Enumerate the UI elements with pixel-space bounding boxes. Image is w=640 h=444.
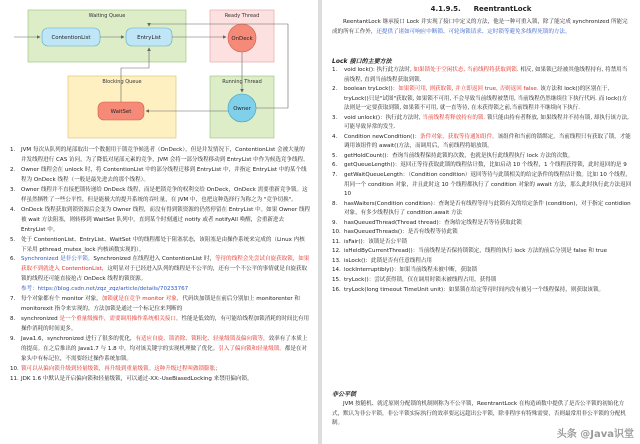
text-run: Owner 线程并不直接把锁传递给 OnDeck 线程，而是把锁竞争的权利交给 OnDeck，OnDeck 需要重新竞争锁。这样虽然牺牲了一些公平性，但是能极大的提升系统的吞吐量，在 JVM 中，也把这种选择行为称之为 "竞争切换"。	[21, 186, 308, 203]
list-item	[10, 255, 310, 285]
list-item	[332, 238, 632, 248]
list-item	[332, 219, 632, 229]
text-run: tryLock(long timeout TimeUnit unit)：如果锁在给定等待时间内没有被另一个线程保持，则获取该锁。	[344, 286, 605, 293]
text-run: isFair()：该锁是否公平锁	[344, 238, 408, 245]
text-run: 加锁就是在竞争 monitor 对象，	[101, 296, 183, 303]
text-run: getQueueLength()：返回正等待获取此锁的线程估计数，比如启动 10 个线程，1 个线程获得锁，此时返回的是 9	[344, 162, 627, 169]
ready-thread-label: Ready Thread	[224, 13, 260, 19]
text-run: 处于 ContentionList、EntryList、WaitSet 中的线程都处于阻塞状态，该阻塞是由操作系统来完成的（Linux 内核下采用 pthread_mutex_lock 内核函数实现的）。	[21, 236, 305, 253]
text-run: 参考：https://blog.csdn.net/zqz_zqz/article/details/70233767	[21, 286, 189, 293]
list-item	[332, 152, 632, 162]
list-item	[332, 114, 632, 133]
list-item-text	[21, 365, 310, 375]
list-item-number: 7.	[10, 296, 16, 303]
lock-methods-heading: Lock 接口的主要方法	[332, 58, 392, 65]
unfair-lock-heading: 非公平锁	[332, 391, 357, 398]
list-item	[10, 146, 310, 166]
list-item-text	[344, 238, 632, 248]
list-item-number: 2.	[332, 86, 338, 93]
list-item-number: 6.	[10, 256, 16, 263]
list-item-text	[21, 335, 310, 365]
list-item	[10, 285, 310, 295]
list-item-number: 1.	[10, 147, 16, 153]
text-run: isLock()：此锁是否有任意线程占用	[344, 257, 432, 264]
right-page	[322, 0, 640, 444]
list-item	[10, 335, 310, 365]
list-item-number: 1.	[332, 67, 338, 73]
list-item-text	[21, 295, 310, 315]
list-item-text	[344, 219, 632, 229]
list-item-text	[21, 146, 310, 166]
unfair-lock-paragraph: JVM 按随机、就近原则分配锁的机制则称为不公平锁，ReentrantLock 在构造函数中提供了是否公平锁的初始化方式，默认为非公平锁。非公平锁实际执行的效率要远远超出公平锁，除非程序有特殊需要，否则最常用非公平锁的分配机制。	[332, 401, 626, 427]
text-run: 当前线程将释放持有的锁.	[422, 114, 486, 121]
intro-paragraph	[332, 18, 632, 37]
list-item-number: 15.	[332, 277, 341, 284]
list-item-number: 9.	[332, 219, 338, 226]
list-item-number: 2.	[10, 166, 16, 173]
list-item	[332, 161, 632, 171]
list-item	[332, 66, 632, 85]
text-run: getHoldCount()：查询当前线程保持此锁的次数，也就是执行此线程执行 lock 方法的次数。	[344, 152, 574, 159]
text-run: void lock(): 执行此方法时,	[344, 67, 414, 73]
list-item-text	[344, 133, 632, 152]
text-run: 如果锁处于空闲状态, 当前线程将获取到锁.	[413, 67, 519, 73]
owner-label: Owner	[233, 106, 251, 112]
text-run: 条件对象，获取等待通知组件。	[420, 133, 498, 140]
list-item-text	[21, 315, 310, 335]
section-number: 4.1.9.5.	[430, 5, 461, 13]
list-item-number: 14.	[332, 267, 341, 274]
list-item-number: 3.	[10, 186, 16, 193]
list-item-number: 12.	[332, 248, 341, 255]
list-item-number: 11.	[332, 238, 341, 245]
text-run: JDK 1.6 中默认是开启偏向锁和轻量级锁，可以通过-XX:-UseBiasedLocking 来禁用偏向锁。	[21, 375, 253, 382]
text-run: 每个对象都有个 monitor 对象，	[21, 296, 102, 303]
text-run: Java1.6，synchronized 进行了很多的优化，	[21, 336, 136, 343]
text-run: isHeldByCurrentThread()：当前线程是否保持锁锁定，线程的执行 lock 方法的前后分别是 false 和 true	[344, 248, 608, 255]
contention-list-label: ContentionList	[51, 35, 91, 41]
list-item-number: 4.	[332, 133, 338, 140]
text-run: OnDeck 线程获取到锁资源后会变为 Owner 线程，而没有得到锁资源的仍然停留在 EntryList 中。如果 Owner 线程被 wait 方法阻塞，则转移到 WaitSet 队列中，直到某个时刻通过 notify 或者 notifyAll 唤醒，会重新进去 EntryList 中。	[21, 206, 310, 233]
synchronized-notes-list	[10, 146, 310, 385]
list-item	[10, 186, 310, 206]
lock-queue-diagram	[8, 4, 308, 142]
list-item	[10, 295, 310, 315]
text-run: 是一个重量级操作，需要调用操作系统相关接口，	[59, 316, 182, 323]
list-item-number: 7.	[332, 172, 338, 179]
text-run: 等待的线程会先尝试自旋获取锁，如果获取不到就进入 ContentionList，	[21, 256, 310, 273]
list-item-text	[344, 266, 632, 276]
text-run: 还提供了诸如可响应中断锁、可轮询锁请求、定时锁等避免多线程死锁的方法。	[376, 28, 571, 35]
text-run: Synchronized 是非公平锁。	[21, 256, 94, 263]
list-item-text	[344, 161, 632, 171]
list-item-number: 5.	[10, 236, 16, 243]
list-item-text	[344, 200, 632, 219]
lock-methods-list	[332, 66, 632, 295]
list-item-text	[21, 206, 310, 236]
text-run: lockInterruptibly()：如果当前线程未被中断，获取锁	[344, 267, 478, 274]
ondeck-label: OnDeck	[231, 36, 253, 42]
text-run: 有适应自旋、锁消除、锁粗化、轻量级锁及偏向锁等，	[135, 336, 269, 343]
text-run: 这明显对于已经进入队列的线程是不公平的，还有一个不公平的事情就是自旋获取锁的线程还可能直接抢占 OnDeck 线程的锁资源。	[21, 266, 308, 283]
blocking-queue-label: Blocking Queue	[102, 79, 142, 85]
list-item-number: 10.	[10, 365, 19, 372]
text-run: hasQueuedThreads()：是否有线程等待此锁	[344, 229, 458, 236]
list-item	[10, 375, 310, 385]
text-run: 性能是低效的，有可能给线程加锁消耗的时间比有用操作消耗的时间更多。	[21, 316, 310, 333]
text-run: void unlock()：执行此方法时,	[344, 114, 423, 121]
text-run: getWaitQueueLength：（Condition condition）返回等待与此锁相关的给定条件的线程估计数。比如 10 个线程，用同一个 condition 对象，并且此时这 10 个线程都执行了 condition 对象的 await 方法，那么此时执行此方法返回 10	[344, 172, 632, 198]
left-page	[0, 0, 318, 444]
list-item-text	[344, 276, 632, 286]
list-item-text	[344, 171, 632, 200]
list-item	[332, 266, 632, 276]
text-run: hasQueuedThread(Thread thread)：查询给定线程是否等待获取此锁	[344, 219, 522, 226]
list-item-text	[344, 286, 632, 296]
list-item	[332, 276, 632, 286]
list-item-number: 4.	[10, 206, 16, 213]
list-item	[332, 200, 632, 219]
list-item	[332, 247, 632, 257]
running-thread-label: Running Thread	[222, 79, 262, 85]
list-item-number: 8.	[10, 316, 16, 323]
list-item-number: 16.	[332, 286, 341, 293]
list-item-text	[344, 66, 632, 85]
list-item	[10, 315, 310, 335]
list-item	[332, 286, 632, 296]
list-item-number: 9.	[10, 336, 16, 343]
list-item-text	[344, 152, 632, 162]
text-run: 相反, 如果锁已经被其他线程持有, 将禁用当前线程, 直到当前线程获取到锁.	[344, 67, 628, 83]
text-run: Owner 线程会在 unlock 时，将 ContentionList 中的部分线程迁移到 EntryList 中，并指定 EntryList 中的某个线程为 OnDeck 线程（一般是最先进去的那个线程）。	[21, 166, 307, 183]
list-item-number	[10, 285, 21, 295]
list-item	[10, 236, 310, 256]
section-heading	[322, 5, 640, 13]
text-run: 该组件和当前的锁绑定，当前线程只有获取了锁，才能调用该组件的 await()方法，而调用后，当前线程将缩放锁。	[344, 133, 631, 150]
list-item-number: 13.	[332, 257, 341, 264]
list-item	[332, 133, 632, 152]
text-run: boolean tryLock()：	[344, 86, 399, 93]
text-run: Condition newCondition()：	[344, 133, 421, 140]
list-item-text	[344, 247, 632, 257]
list-item-text	[21, 236, 310, 256]
list-item	[332, 171, 632, 200]
list-item-number: 6.	[332, 162, 338, 169]
text-run: 该方法和 lock()的区别在于, tryLock()只是"试图"获取锁, 如果锁不可用, 不会导致当前线程被禁用, 当前线程仍然继续往下执行代码. 而 lock()方法则是一定要获取到锁, 如果锁不可用, 就一直等待, 在未获得锁之前,当前线程并不继续向下执行.	[344, 86, 628, 112]
waitset-label: WaitSet	[110, 109, 132, 115]
text-run: 如果锁可用, 则获取锁, 并立即返回 true, 否则返回 false.	[398, 86, 539, 93]
watermark: 头条 @Java识堂	[556, 429, 634, 440]
list-item-text	[21, 166, 310, 186]
list-item-number: 3.	[332, 114, 338, 121]
list-item-text	[21, 285, 310, 295]
text-run: JVM 每次从队列的尾部取出一个数据用于锁竞争候选者（OnDeck），但是并发情况下，ContentionList 会被大量的并发线程进行 CAS 访问，为了降低对尾部元素的竞争，JVM 会将一部分线程移动到 EntryList 中作为候选竞争线程。	[21, 147, 309, 163]
text-run: 锁可以从偏向锁升级到轻量级锁，再升级到重量级锁。这种升级过程叫做锁膨胀；	[21, 365, 221, 372]
text-run: 引入了偏向锁和轻量级锁。	[218, 346, 285, 353]
text-run: tryLock()：尝试获得锁，仅在调用时锁未被线程占用，获得锁	[344, 277, 497, 284]
text-run: 都是在对象头中有标记位，不需要经过操作系统加锁。	[21, 346, 308, 363]
section-title: ReentrantLock	[473, 5, 532, 13]
list-item-text	[344, 257, 632, 267]
waiting-queue-label: Waiting Queue	[88, 13, 126, 19]
list-item	[10, 166, 310, 186]
text-run: synchronized	[21, 316, 60, 323]
list-item-text	[21, 375, 310, 385]
text-run: 效率有了本质上的提高。在之后推出的 Java1.7 与 1.8 中，均对该关键字的实现机理做了优化。	[21, 336, 308, 353]
list-item-number: 5.	[332, 152, 338, 159]
list-item-text	[344, 114, 632, 133]
list-item-number: 8.	[332, 200, 338, 207]
text-run: ReentantLock 继承接口 Lock 并实现了接口中定义的方法，他是一种可重入锁，除了能完成 synchronized 所能完成的所有工作外，	[332, 19, 628, 35]
text-run: Synchronized 在线程进入 ContentionList 时，	[93, 256, 216, 263]
list-item-text	[21, 186, 310, 206]
list-item-text	[344, 228, 632, 238]
text-run: 代码块加锁是在前后分别加上 monitorenter 和 monitorexit 指令来实现的，方法加锁是通过一个标记位来判断的	[21, 296, 300, 313]
list-item	[332, 228, 632, 238]
entry-list-label: EntryList	[137, 35, 161, 41]
text-run: 锁只能由持有者释放, 如果线程并不持有锁, 却执行该方法, 可能导致异常的发生.	[344, 114, 629, 131]
list-item	[332, 257, 632, 267]
list-item-number: 11.	[10, 375, 19, 382]
list-item	[10, 365, 310, 375]
list-item-number: 10.	[332, 229, 341, 236]
list-item	[332, 85, 632, 114]
list-item	[10, 206, 310, 236]
list-item-text	[21, 255, 310, 285]
text-run: hasWaiters(Condition condition)：查询是否有线程等待与此锁有关的给定条件 (condition)，对于指定 contidion 对象，有多少线程执行了 condition.await 方法	[344, 200, 631, 217]
list-item-text	[344, 85, 632, 114]
